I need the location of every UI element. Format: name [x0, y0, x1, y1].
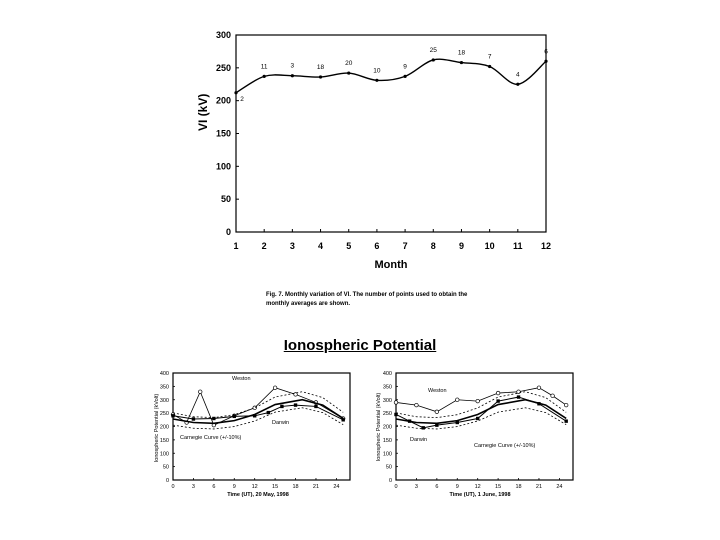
carnegie-lower-band — [173, 408, 343, 429]
ytick-label: 150 — [159, 437, 169, 444]
weston-line — [173, 388, 343, 425]
vi-series — [234, 58, 547, 94]
vi-count-label: 4 — [516, 71, 520, 79]
xtick-label: 18 — [292, 484, 299, 490]
xtick-label: 9 — [455, 484, 459, 490]
vi-xtick-label: 11 — [513, 241, 523, 251]
june-series — [394, 386, 568, 430]
vi-xtick-label: 9 — [458, 241, 464, 251]
vi-count-label: 10 — [373, 67, 381, 75]
ytick-label: 100 — [382, 451, 392, 458]
vi-plot-frame — [236, 35, 546, 232]
xtick-label: 12 — [251, 484, 258, 490]
vi-ytick-label: 200 — [215, 95, 231, 106]
may-series — [171, 386, 345, 429]
ytick-label: 50 — [385, 464, 392, 471]
ytick-label: 150 — [382, 437, 392, 444]
vi-point — [291, 74, 294, 77]
xtick-label: 12 — [474, 484, 481, 490]
ytick-label: 300 — [159, 397, 169, 404]
xtick-label: 24 — [556, 484, 563, 490]
weston-point — [273, 386, 277, 390]
vi-xtick-label: 4 — [318, 241, 324, 251]
may-annotation-darwin: Darwin — [272, 420, 290, 426]
ytick-label: 400 — [382, 371, 392, 377]
darwin-point — [517, 395, 520, 398]
ytick-label: 350 — [382, 384, 392, 391]
vi-xtick-label: 1 — [233, 241, 239, 251]
vi-caption-line1: Fig. 7. Monthly variation of VI. The number of points used to obtain the — [266, 292, 468, 298]
xtick-label: 0 — [171, 484, 175, 490]
vi-caption-line2: monthly averages are shown. — [266, 301, 351, 307]
may-annotation-carnegie: Carnegie Curve (+/-10%) — [180, 435, 242, 441]
vi-point — [319, 75, 322, 78]
darwin-point — [267, 411, 270, 414]
june-xlabel: Time (UT), 1 June, 1998 — [449, 492, 511, 498]
vi-ytick-label: 300 — [215, 30, 231, 40]
weston-point — [198, 390, 202, 394]
darwin-point — [564, 419, 567, 422]
xtick-label: 6 — [435, 484, 439, 490]
xtick-label: 9 — [232, 484, 236, 490]
vi-ytick-label: 0 — [225, 227, 231, 237]
vi-point — [488, 65, 491, 68]
darwin-point — [476, 417, 479, 420]
june-chart — [376, 371, 573, 498]
vi-count-label: 11 — [260, 63, 268, 71]
vi-count-label: 3 — [290, 62, 295, 70]
xtick-label: 18 — [515, 484, 522, 490]
vi-count-label: 7 — [487, 53, 492, 61]
darwin-point — [422, 426, 425, 429]
ytick-label: 0 — [165, 478, 169, 484]
darwin-point — [314, 405, 317, 408]
vi-ytick-label: 250 — [215, 62, 231, 73]
slide-title: Ionospheric Potential — [283, 337, 437, 354]
vi-ytick-label: 100 — [215, 161, 231, 172]
xtick-label: 0 — [394, 484, 398, 490]
ytick-label: 200 — [159, 424, 169, 431]
vi-count-label: 2 — [240, 95, 244, 103]
darwin-point — [280, 405, 283, 408]
vi-count-label: 18 — [316, 64, 325, 72]
darwin-point — [294, 403, 297, 406]
weston-point — [394, 401, 398, 405]
vi-xtick-label: 12 — [540, 241, 552, 251]
ytick-label: 300 — [382, 397, 392, 404]
weston-line — [396, 388, 566, 412]
xtick-label: 3 — [414, 484, 418, 490]
vi-xtick-label: 6 — [374, 241, 380, 251]
june-annotation-darwin: Darwin — [410, 437, 428, 443]
xtick-label: 15 — [495, 484, 502, 490]
vi-xtick-label: 7 — [402, 241, 408, 251]
june-annotation-carnegie: Carnegie Curve (+/-10%) — [474, 443, 536, 449]
vi-xlabel: Month — [374, 259, 408, 271]
vi-xtick-label: 8 — [430, 241, 436, 251]
weston-point — [537, 386, 541, 390]
vi-ytick-label: 50 — [220, 194, 231, 205]
ytick-label: 50 — [162, 464, 169, 471]
vi-xtick-label: 2 — [261, 241, 267, 251]
weston-point — [435, 410, 439, 414]
vi-count-label: 25 — [429, 46, 437, 54]
slide-title-wrap — [0, 337, 720, 355]
vi-line — [236, 59, 546, 93]
vi-point — [347, 71, 350, 74]
vi-count-label: 20 — [345, 60, 353, 68]
vi-point — [544, 60, 547, 63]
ytick-label: 350 — [159, 384, 169, 391]
may-ticks — [160, 371, 340, 490]
ytick-label: 250 — [159, 411, 169, 418]
weston-point — [551, 394, 555, 398]
june-annotation-weston: Weston — [428, 388, 447, 394]
vi-count-label: 18 — [457, 49, 466, 57]
vi-chart — [196, 30, 551, 307]
ytick-label: 250 — [382, 411, 392, 418]
vi-count-label: 6 — [544, 48, 548, 56]
vi-point — [375, 79, 378, 82]
may-annotation-weston: Weston — [232, 376, 251, 382]
may-plot-frame — [173, 373, 350, 480]
weston-point — [496, 391, 500, 395]
vi-count-label: 9 — [403, 63, 407, 71]
may-ylabel: Ionospheric Potential (kVolt) — [154, 393, 160, 463]
xtick-label: 24 — [333, 484, 340, 490]
xtick-label: 21 — [535, 484, 543, 490]
vi-point — [516, 83, 519, 86]
vi-point — [234, 91, 237, 94]
vi-ytick-label: 150 — [215, 128, 231, 139]
darwin-point — [171, 414, 174, 417]
darwin-point — [192, 417, 195, 420]
ytick-label: 0 — [388, 478, 392, 484]
vi-ylabel: VI (kV) — [196, 93, 210, 131]
may-xlabel: Time (UT), 20 May, 1998 — [227, 492, 289, 498]
darwin-point — [496, 399, 499, 402]
ytick-label: 400 — [159, 371, 169, 377]
weston-point — [455, 398, 459, 402]
xtick-label: 15 — [272, 484, 279, 490]
vi-point — [403, 75, 406, 78]
weston-point — [564, 403, 568, 407]
may-chart — [154, 371, 350, 498]
vi-xtick-label: 3 — [289, 241, 295, 251]
vi-xtick-label: 5 — [346, 241, 352, 251]
vi-point — [460, 61, 463, 64]
weston-point — [415, 403, 419, 407]
xtick-label: 3 — [191, 484, 195, 490]
weston-point — [476, 399, 480, 403]
xtick-label: 21 — [312, 484, 320, 490]
june-ticks — [383, 371, 563, 490]
weston-point — [253, 406, 257, 410]
vi-xtick-label: 10 — [484, 241, 495, 251]
ytick-label: 200 — [382, 424, 392, 431]
vi-point — [432, 58, 435, 61]
xtick-label: 6 — [212, 484, 216, 490]
vi-point — [263, 75, 266, 78]
carnegie-lower-band — [396, 408, 566, 429]
ytick-label: 100 — [159, 451, 169, 458]
june-ylabel: Ionospheric Potential (kVolt) — [376, 392, 382, 462]
